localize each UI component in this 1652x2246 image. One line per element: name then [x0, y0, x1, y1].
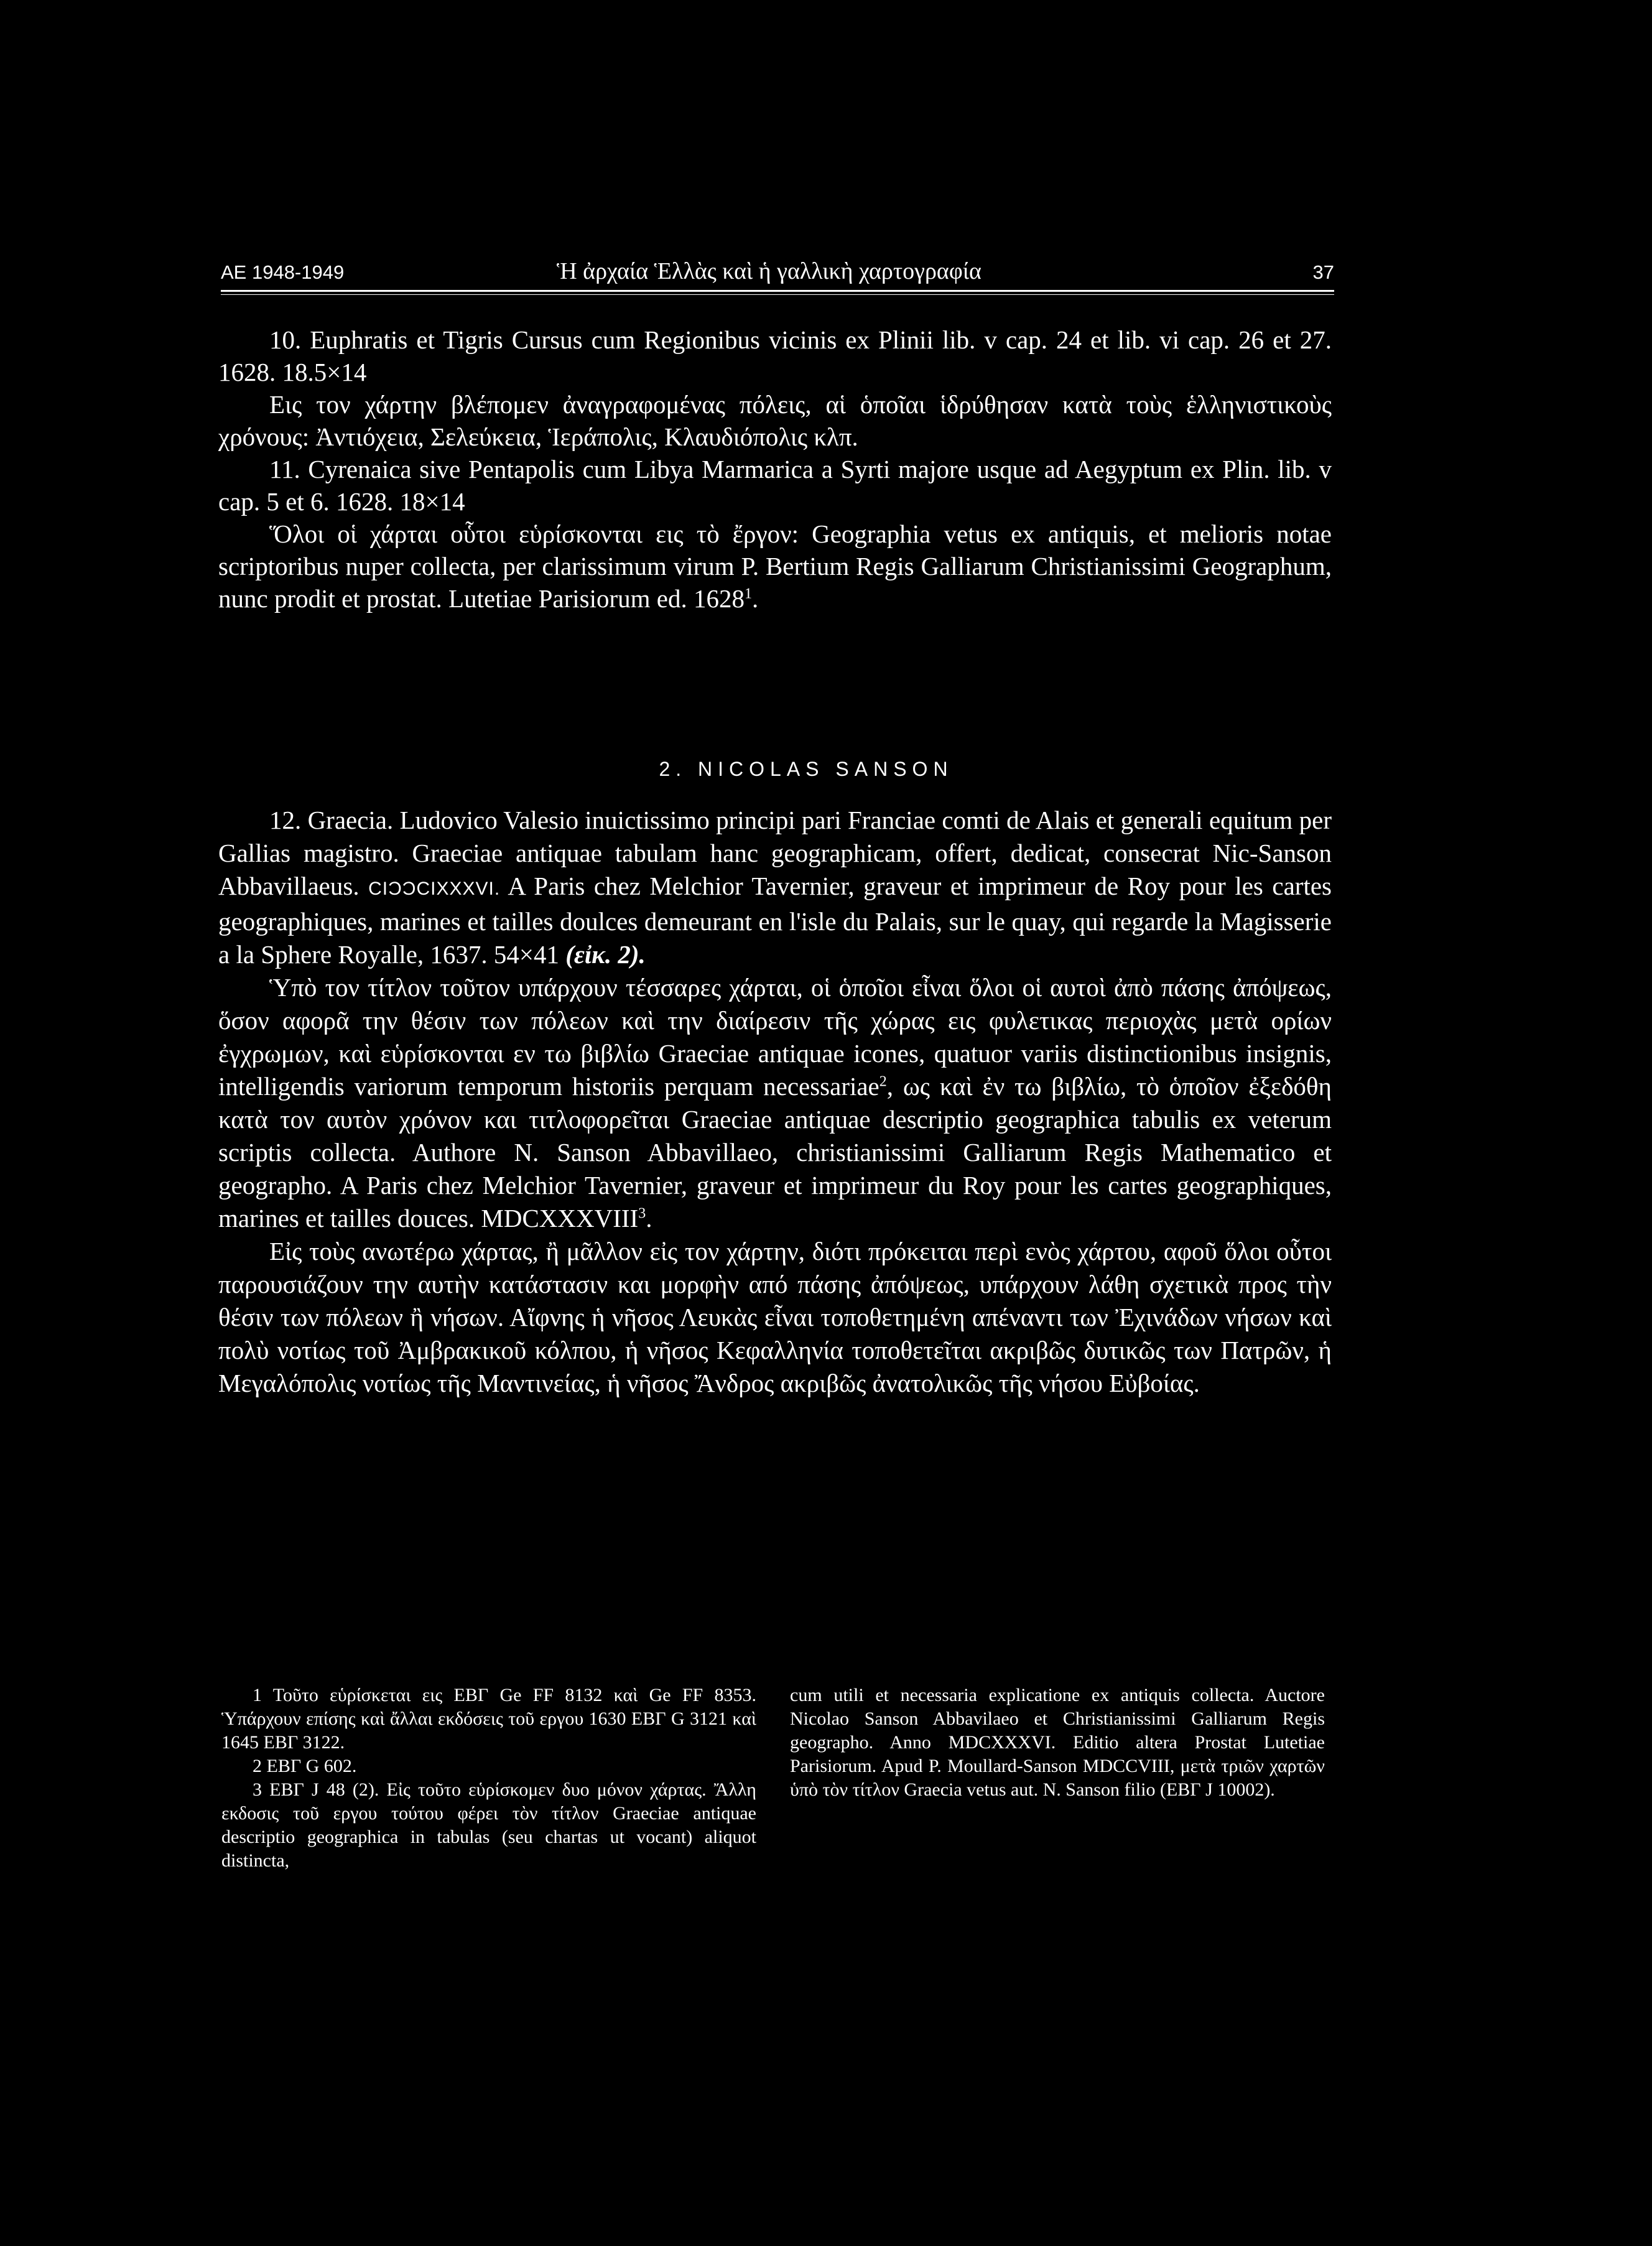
- entry-10-commentary: Εις τον χάρτην βλέπομεν ἀναγραφομένας πόλεις, αἱ ὁποῖαι ἱδρύθησαν κατὰ τοὺς ἑλληνιστικοὺς χρόνους: Ἀντιόχεια, Σελεύκεια, Ἱεράπολις, Κλαυδιόπολις κλπ.: [218, 390, 1332, 451]
- footnote-3-continued: cum utili et necessaria explicatione ex antiquis collecta. Auctore Nicolao Sanson Abbavilaeo et Christianissimi Galliarum Regis geographo. Anno MDCXXXVI. Editio altera Prostat Lutetiae Parisiorum. Apud P. Moullard-Sanson MDCCVIII, μετὰ τριῶν χαρτῶν ὑπὸ τὸν τίτλον Graecia vetus aut. N. Sanson filio (ΕΒΓ J 10002).: [790, 1685, 1325, 1800]
- header-rule: [221, 290, 1334, 295]
- errors-paragraph: Εἰς τοὺς ανωτέρω χάρτας, ἢ μᾶλλον εἰς τον χάρτην, διότι πρόκειται περὶ ενὸς χάρτου, αφοῦ ὅλοι οὗτοι παρουσιάζουν την αυτὴν κατάστασιν και μορφὴν από πάσης ἀπόψεως, υπάρχουν λάθη σχετικὰ προς τὴν θέσιν των πόλεων ἢ νήσων. Αἴφνης ἡ νῆσος Λευκὰς εἶναι τοποθετημένη απέναντι των Ἐχινάδων νήσων καὶ πολὺ νοτίως τοῦ Ἀμβρακικοῦ κόλπου, ἡ νῆσος Κεφαλληνία τοποθετεῖται ακριβῶς δυτικῶς των Πατρῶν, ἡ Μεγαλόπολις νοτίως τῆς Μαντινείας, ἡ νῆσος Ἄνδρος ακριβῶς ἀνατολικῶς τῆς νήσου Εὐβοίας.: [218, 1237, 1332, 1397]
- figure-reference: (εἰκ. 2).: [565, 940, 646, 969]
- entry-11-commentary: [218, 518, 1332, 615]
- footnotes-left-column: [221, 1684, 756, 1873]
- section-heading: 2. NICOLAS SANSON: [659, 758, 954, 780]
- footnote-2: 2 ΕΒΓ G 602.: [253, 1756, 357, 1776]
- entry-11-commentary-text: Ὅλοι οἱ χάρται οὗτοι εὑρίσκονται εις τὸ ἔργον: Geographia vetus ex antiquis, et melioris notae scriptoribus nuper collecta, per clarissimum virum P. Bertium Regis Galliarum Christianissimi Geographum, nunc prodit et prostat. Lutetiae Parisiorum ed. 1628: [218, 520, 1332, 613]
- entry-11: 11. Cyrenaica sive Pentapolis cum Libya Marmarica a Syrti majore usque ad Aegyptum ex Plin. lib. v cap. 5 et 6. 1628. 18×14: [218, 455, 1332, 516]
- footnote-1: 1 Τοῦτο εὑρίσκεται εις ΕΒΓ Ge FF 8132 καὶ Ge FF 8353. Ὑπάρχουν επίσης καὶ ἄλλαι εκδόσεις τοῦ εργου 1630 ΕΒΓ G 3121 καὶ 1645 ΕΒΓ 3122.: [221, 1685, 756, 1753]
- body-part-2: [218, 804, 1332, 1400]
- entry-11-commentary-tail: .: [752, 584, 759, 613]
- page-number: 37: [1312, 261, 1334, 283]
- entry-10: 10. Euphratis et Tigris Cursus cum Regionibus vicinis ex Plinii lib. v cap. 24 et lib. vi cap. 26 et 27. 1628. 18.5×14: [218, 325, 1332, 386]
- footnote-3: 3 ΕΒΓ J 48 (2). Εἰς τοῦτο εὑρίσκομεν δυο μόνον χάρτας. Ἄλλη εκδοσις τοῦ εργου τούτου φέρει τὸν τίτλον Graeciae antiquae descriptio geographica in tabulas (seu chartas ut vocant) aliquot distincta,: [221, 1779, 756, 1871]
- footnotes-right-column: [790, 1684, 1325, 1802]
- running-title: Ἡ ἀρχαία Ἑλλὰς καὶ ἡ γαλλικὴ χαρτογραφία: [557, 258, 981, 284]
- body-part-1: [218, 324, 1332, 615]
- commentary-text-b: , ως καὶ ἐν τω βιβλίω, τὸ ὁποῖον ἐξεδόθη κατὰ τον αυτὸν χρόνον και τιτλοφορεῖται Graeciae antiquae descriptio geographica tabulis ex veterum scriptis collecta. Authore N. Sanson Abbavillaeo, christianissimi Galliarum Regis Mathematico et geographo. A Paris chez Melchior Tavernier, graveur et imprimeur du Roy pour les cartes geographiques, marines et tailles douces. MDCXXXVIII: [218, 1072, 1332, 1233]
- entry-12-roman-date: CIƆƆCIXXXVI.: [368, 878, 501, 899]
- entry-12-text-a: 12. Graecia. Ludovico Valesio inuictissimo principi pari Franciae comti de Alais et generali equitum per Gallias magistro. Graeciae antiquae tabulam hanc geographicam, offert, dedicat, consecrat Nic-Sanson Abbavillaeus.: [218, 806, 1332, 900]
- journal-reference: ΑΕ 1948-1949: [221, 261, 345, 283]
- entry-12: [218, 804, 1332, 971]
- entry-12-commentary: [218, 971, 1332, 1235]
- commentary-text-a: Ὑπὸ τον τίτλον τοῦτον υπάρχουν τέσσαρες χάρται, οἱ ὁποῖοι εἶναι ὅλοι οἱ αυτοὶ ἀπὸ πάσης ἀπόψεως, ὅσον αφορᾶ την θέσιν των πόλεων καὶ την διαίρεσιν τῆς χώρας εις φυλετικας περιοχὰς μετὰ ορίων ἐγχρωμων, καὶ εὑρίσκονται εν τω βιβλίω Graeciae antiquae icones, quatuor variis distinctionibus insignis, intelligendis variorum temporum historiis perquam necessariae: [218, 973, 1332, 1101]
- entry-12-text-b: A Paris chez Melchior Tavernier, graveur et imprimeur de Roy pour les cartes geographiques, marines et tailles doulces demeurant en l'isle du Palais, sur le quay, qui regarde la Magisserie a la Sphere Royalle, 1637. 54×41: [218, 872, 1332, 969]
- running-header: [221, 260, 1334, 292]
- footnote-ref-3: 3: [638, 1205, 646, 1222]
- footnote-ref-1: 1: [745, 585, 753, 602]
- commentary-tail: .: [646, 1204, 652, 1233]
- footnote-ref-2: 2: [879, 1073, 887, 1090]
